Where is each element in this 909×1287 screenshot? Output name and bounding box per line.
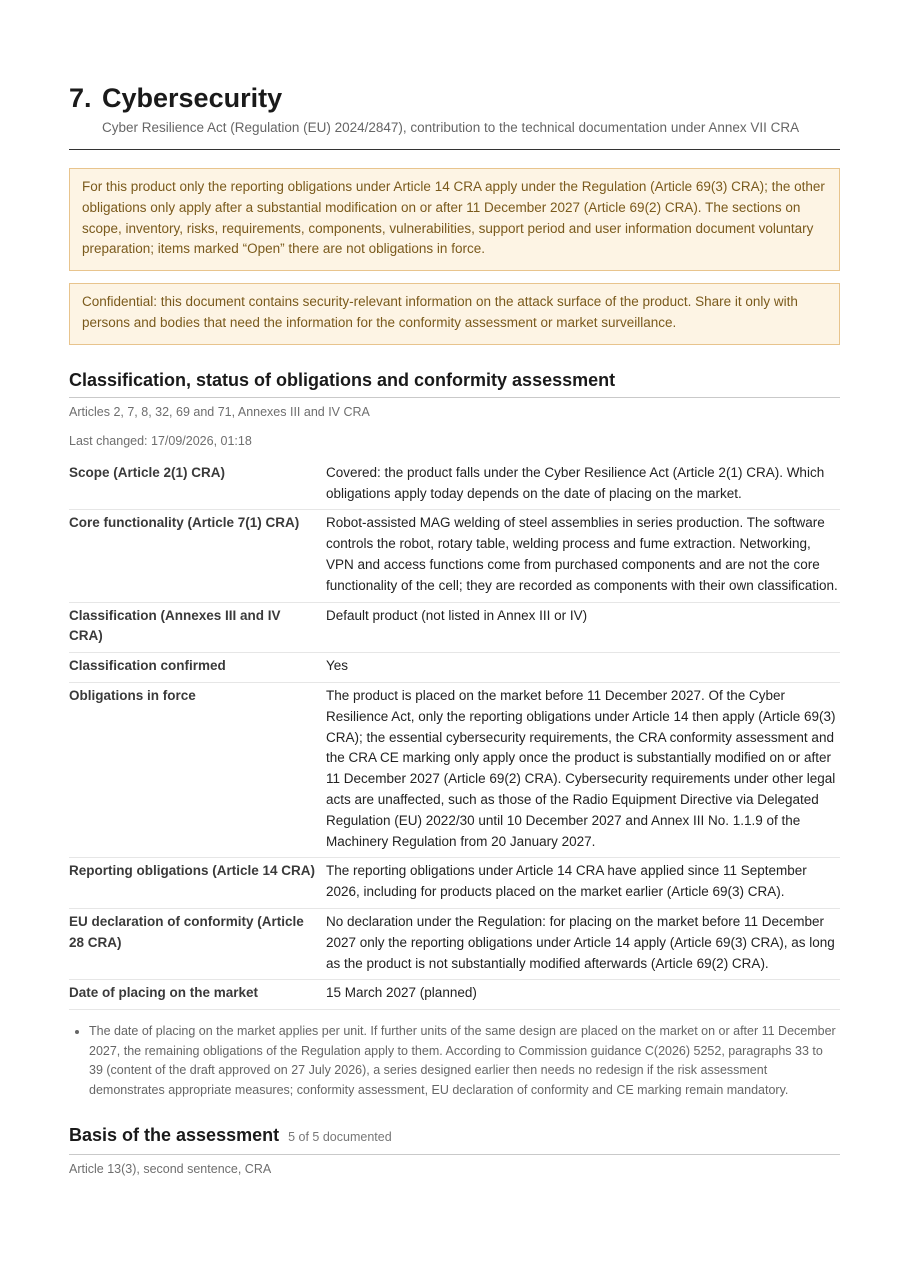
basis-heading xyxy=(69,1123,840,1155)
row-key: Classification confirmed xyxy=(69,653,326,683)
row-value: 15 March 2027 (planned) xyxy=(326,980,840,1010)
table-row xyxy=(69,980,840,1010)
row-key: Reporting obligations (Article 14 CRA) xyxy=(69,858,326,909)
note-item: • The date of placing on the market applies per unit. If further units of the same design are placed on the market on or after 11 December 2027, the remaining obligations of the Regulation apply to them. According to Commission guidance C(2026) 5252, paragraphs 33 to 39 (content of the draft approved on 27 July 2026), a series designed earlier then needs no redesign if the risk assessment demonstrates appropriate measures; conformity assessment, EU declaration of conformity and CE marking remain mandatory. xyxy=(89,1022,840,1100)
section-subtitle: Cyber Resilience Act (Regulation (EU) 2024/2847), contribution to the technical documentation under Annex VII CRA xyxy=(102,120,800,135)
row-key: Core functionality (Article 7(1) CRA) xyxy=(69,510,326,602)
notes-list xyxy=(69,1022,840,1100)
row-value: Default product (not listed in Annex III or IV) xyxy=(326,602,840,653)
table-row xyxy=(69,602,840,653)
basis-articles: Article 13(3), second sentence, CRA xyxy=(69,1162,272,1177)
classification-articles: Articles 2, 7, 8, 32, 69 and 71, Annexes III and IV CRA xyxy=(69,404,370,419)
obligations-notice: For this product only the reporting obligations under Article 14 CRA apply under the Regulation (Article 69(3) CRA); the other obligations only apply after a substantial modification on or after 11 December 2027 (Article 69(2) CRA). The sections on scope, inventory, risks, requirements, components, vulnerabilities, support period and user information document voluntary preparation; items marked “Open” there are not obligations in force. xyxy=(69,168,840,271)
classification-heading xyxy=(69,368,840,398)
table-row xyxy=(69,460,840,510)
row-key: Date of placing on the market xyxy=(69,980,326,1010)
documented-count: 5 of 5 documented xyxy=(288,1130,392,1145)
row-key: Classification (Annexes III and IV CRA) xyxy=(69,602,326,653)
section-title: Cybersecurity xyxy=(102,83,283,113)
confidentiality-notice: Confidential: this document contains security-relevant information on the attack surface of the product. Share it only with persons and bodies that need the information for the conformity assessment or market surveillance. xyxy=(69,283,840,345)
heading-divider xyxy=(69,149,840,150)
last-changed: Last changed: 17/09/2026, 01:18 xyxy=(69,433,252,448)
row-value: No declaration under the Regulation: for placing on the market before 11 December 2027 only the reporting obligations under Article 14 apply (Article 69(3) CRA), as long as the product is not substantially modified afterwards (Article 69(2) CRA). xyxy=(326,908,840,979)
table-row xyxy=(69,510,840,602)
section-number: 7. xyxy=(69,83,92,113)
basis-heading-text: Basis of the assessment xyxy=(69,1125,280,1146)
table-row xyxy=(69,653,840,683)
row-key: EU declaration of conformity (Article 28 CRA) xyxy=(69,908,326,979)
classification-heading-text: Classification, status of obligations and conformity assessment xyxy=(69,369,616,390)
section-heading xyxy=(69,82,840,114)
classification-table xyxy=(69,460,840,1010)
row-key: Scope (Article 2(1) CRA) xyxy=(69,460,326,510)
table-row xyxy=(69,908,840,979)
row-key: Obligations in force xyxy=(69,682,326,857)
row-value: Yes xyxy=(326,653,840,683)
table-row xyxy=(69,682,840,857)
table-row xyxy=(69,858,840,909)
row-value: Robot-assisted MAG welding of steel assemblies in series production. The software controls the robot, rotary table, welding process and fume extraction. Networking, VPN and access functions come from purchased components and are not the core functionality of the cell; they are recorded as components with their own classification. xyxy=(326,510,840,602)
row-value: The product is placed on the market before 11 December 2027. Of the Cyber Resilience Act, only the reporting obligations under Article 14 then apply (Article 69(3) CRA); the essential cybersecurity requirements, the CRA conformity assessment and the CRA CE marking only apply once the product is substantially modified on or after 11 December 2027 (Article 69(2) CRA). Cybersecurity requirements under other legal acts are unaffected, such as those of the Radio Equipment Directive via Delegated Regulation (EU) 2022/30 until 10 December 2027 and Annex III No. 1.1.9 of the Machinery Regulation from 20 January 2027. xyxy=(326,682,840,857)
row-value: The reporting obligations under Article 14 CRA have applied since 11 September 2026, including for products placed on the market earlier (Article 69(3) CRA). xyxy=(326,858,840,909)
row-value: Covered: the product falls under the Cyber Resilience Act (Article 2(1) CRA). Which obligations apply today depends on the date of placing on the market. xyxy=(326,460,840,510)
